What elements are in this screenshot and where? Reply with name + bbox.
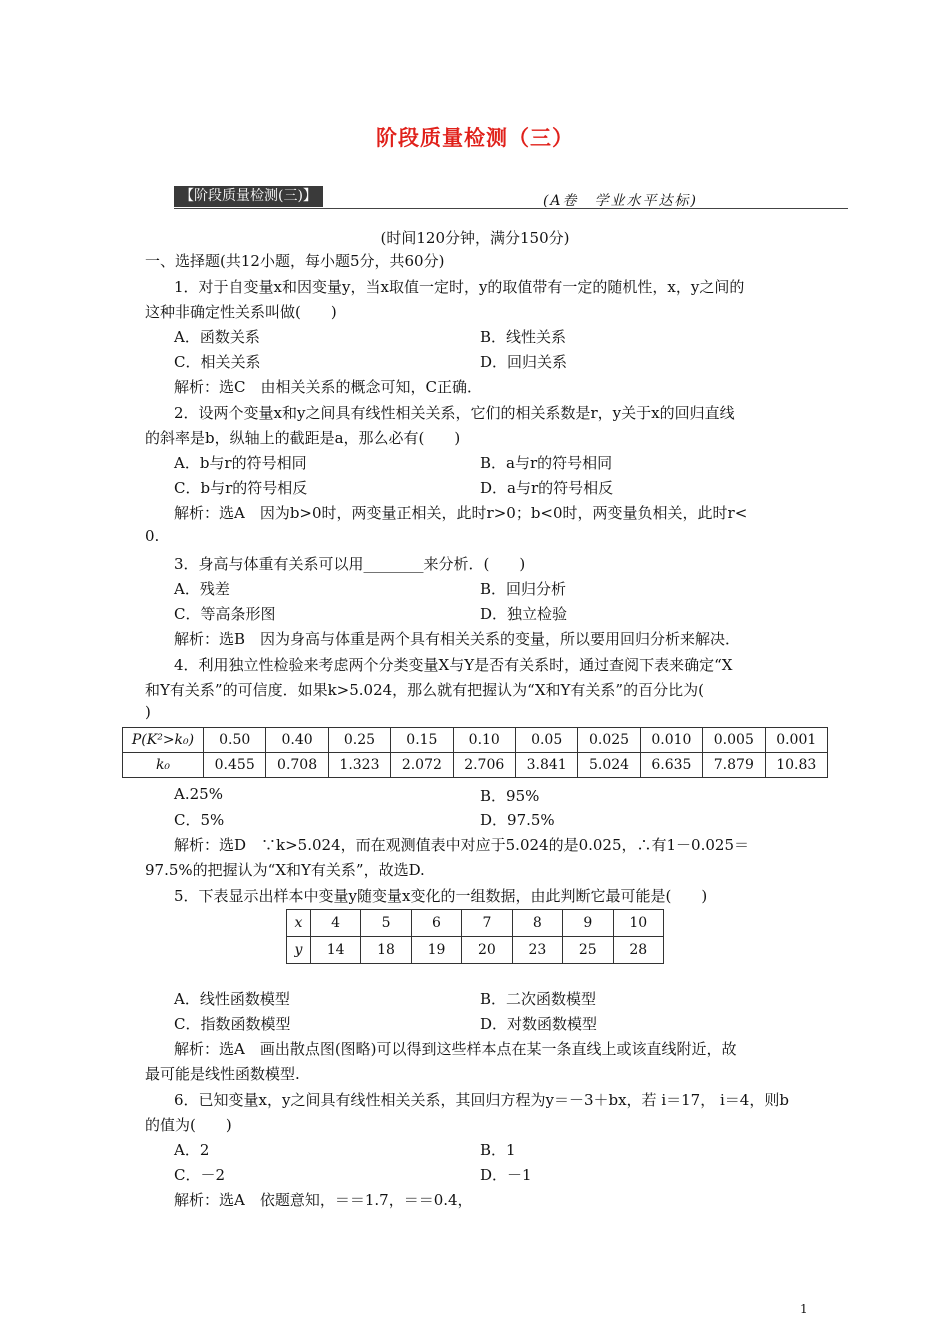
q1-stem-line1: 1．对于自变量x和因变量y，当x取值一定时，y的取值带有一定的随机性，x，y之间的 (174, 278, 745, 296)
q5-option-a: A．线性函数模型 (174, 990, 290, 1008)
section-banner (174, 186, 848, 209)
q2-option-c: C．b与r的符号相反 (174, 479, 308, 497)
table-cell: 0.455 (204, 753, 266, 778)
q1-solution: 解析：选C 由相关关系的概念可知，C正确． (174, 378, 482, 396)
q3-option-a: A．残差 (174, 580, 230, 598)
q5-solution-line1: 解析：选A 画出散点图(图略)可以得到这些样本点在某一条直线上或该直线附近，故 (174, 1040, 737, 1058)
q6-stem-line2: 的值为( ) (145, 1116, 232, 1134)
table-cell: 10.83 (765, 753, 827, 778)
table-cell: 0.40 (266, 728, 328, 753)
q3-option-b: B．回归分析 (480, 580, 567, 598)
q4-stem-line1: 4．利用独立性检验来考虑两个分类变量X与Y是否有关系时，通过查阅下表来确定“X (174, 656, 733, 674)
table-header-cell: y (287, 937, 311, 964)
q4-stem-line3: ) (145, 703, 151, 721)
q1-option-a: A．函数关系 (174, 328, 260, 346)
q2-stem-line1: 2．设两个变量x和y之间具有线性相关关系，它们的相关系数是r，y关于x的回归直线 (174, 404, 735, 422)
table-row (287, 910, 664, 937)
table-cell: 0.708 (266, 753, 328, 778)
q1-stem-line2: 这种非确定性关系叫做( ) (145, 303, 337, 321)
table-cell: 6 (411, 910, 461, 937)
table-header-cell: k₀ (123, 753, 204, 778)
q6-option-a: A．2 (174, 1141, 210, 1159)
q1-option-c: C．相关关系 (174, 353, 261, 371)
q2-option-d: D．a与r的符号相反 (480, 479, 614, 497)
table-cell: 9 (563, 910, 613, 937)
q3-stem: 3．身高与体重有关系可以用________来分析．( ) (174, 555, 526, 573)
table-cell: 0.10 (453, 728, 515, 753)
q1-option-d: D．回归关系 (480, 353, 568, 371)
q2-option-b: B．a与r的符号相同 (480, 454, 613, 472)
table-header-cell: P(K²>k₀) (123, 728, 204, 753)
table-cell: 0.005 (703, 728, 765, 753)
table-cell: 3.841 (515, 753, 577, 778)
q3-option-d: D．独立检验 (480, 605, 568, 623)
table-cell: 5.024 (578, 753, 640, 778)
table-row (123, 753, 828, 778)
q4-solution-line2: 97.5%的把握认为“X和Y有关系”，故选D. (145, 861, 425, 879)
table-cell: 1.323 (328, 753, 390, 778)
q1-option-b: B．线性关系 (480, 328, 567, 346)
page-number: 1 (800, 1302, 808, 1316)
banner-tag: 【阶段质量检测(三)】 (174, 186, 323, 207)
q3-solution: 解析：选B 因为身高与体重是两个具有相关关系的变量，所以要用回归分析来解决． (174, 630, 741, 648)
table-cell: 0.25 (328, 728, 390, 753)
q3-option-c: C．等高条形图 (174, 605, 276, 623)
q6-option-c: C．－2 (174, 1166, 226, 1184)
q2-stem-line2: 的斜率是b，纵轴上的截距是a，那么必有( ) (145, 429, 461, 447)
table-cell: 0.05 (515, 728, 577, 753)
table-cell: 2.072 (391, 753, 453, 778)
xy-data-table (286, 909, 664, 964)
table-cell: 10 (613, 910, 663, 937)
q2-solution-line1: 解析：选A 因为b>0时，两变量正相关，此时r>0；b<0时，两变量负相关，此时r< (174, 504, 748, 522)
q4-stem-line2: 和Y有关系”的可信度．如果k>5.024，那么就有把握认为“X和Y有关系”的百分比为( (145, 681, 704, 699)
q4-option-d: D．97.5% (480, 811, 555, 829)
q6-solution: 解析：选A 依题意知，＝＝1.7，＝＝0.4， (174, 1191, 473, 1209)
table-row (287, 937, 664, 964)
table-cell: 8 (512, 910, 562, 937)
table-cell: 18 (361, 937, 411, 964)
table-cell: 6.635 (640, 753, 702, 778)
q5-solution-line2: 最可能是线性函数模型. (145, 1065, 300, 1083)
page-title: 阶段质量检测（三） (376, 125, 574, 150)
table-cell: 2.706 (453, 753, 515, 778)
q5-stem: 5．下表显示出样本中变量y随变量x变化的一组数据，由此判断它最可能是( ) (174, 887, 708, 905)
table-cell: 20 (462, 937, 512, 964)
table-cell: 0.025 (578, 728, 640, 753)
table-cell: 0.15 (391, 728, 453, 753)
table-cell: 0.50 (204, 728, 266, 753)
table-header-cell: x (287, 910, 311, 937)
q2-solution-line2: 0. (145, 527, 160, 545)
q5-option-c: C．指数函数模型 (174, 1015, 291, 1033)
table-cell: 19 (411, 937, 461, 964)
q4-option-c: C．5% (174, 811, 225, 829)
q4-solution-line1: 解析：选D ∵k>5.024，而在观测值表中对应于5.024的是0.025，∴有1－0.025＝ (174, 836, 749, 854)
table-cell: 7.879 (703, 753, 765, 778)
q2-option-a: A．b与r的符号相同 (174, 454, 307, 472)
table-row (123, 728, 828, 753)
q5-option-b: B．二次函数模型 (480, 990, 597, 1008)
table-cell: 28 (613, 937, 663, 964)
q5-option-d: D．对数函数模型 (480, 1015, 598, 1033)
q6-stem-line1: 6．已知变量x，y之间具有线性相关关系，其回归方程为y＝－3＋bx，若 i＝17， i＝4，则b (174, 1091, 789, 1109)
table-cell: 25 (563, 937, 613, 964)
table-cell: 4 (310, 910, 360, 937)
critical-value-table (122, 727, 828, 778)
table-cell: 23 (512, 937, 562, 964)
q6-option-b: B．1 (480, 1141, 516, 1159)
q4-option-a: A.25% (174, 785, 223, 803)
section-heading: 一、选择题(共12小题，每小题5分，共60分) (145, 252, 445, 270)
q4-option-b: B．95% (480, 787, 540, 805)
table-cell: 0.001 (765, 728, 827, 753)
table-cell: 7 (462, 910, 512, 937)
time-note: (时间120分钟，满分150分) (380, 229, 570, 247)
banner-subtitle: (A卷 学业水平达标) (542, 193, 698, 209)
table-cell: 5 (361, 910, 411, 937)
table-cell: 0.010 (640, 728, 702, 753)
table-cell: 14 (310, 937, 360, 964)
q6-option-d: D．－1 (480, 1166, 532, 1184)
